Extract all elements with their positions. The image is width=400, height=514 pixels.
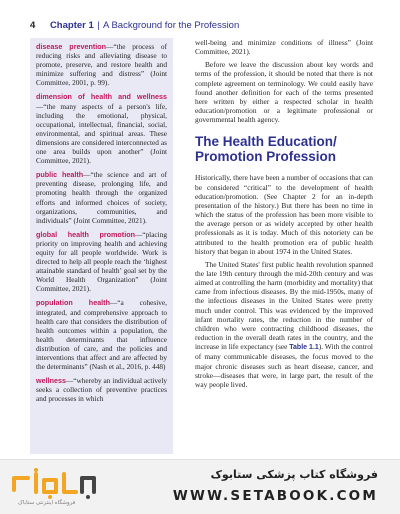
section-heading: The Health Education/ Promotion Profession — [195, 134, 337, 165]
glossary-definition: —“a cohesive, integrated, and comprehensive approach to health care that considers the distribution of health outcomes within a population, the health determinants that influence distribution of care, and the policies and interventions that affect and are affected by the determinants” (Nash et al., 2016, p. 448) — [36, 298, 167, 372]
chapter-separator: | — [97, 20, 100, 31]
glossary-term: public health — [36, 170, 84, 180]
glossary-definition: —“the many aspects of a person's life, including the emotional, physical, occupational, intellectual, financial, social, environmental, and spiritual areas. These dimensions are considered interconnected as one area builds upon another” (Joint Committee, 2021). — [36, 101, 167, 166]
glossary-term: disease prevention — [36, 42, 107, 51]
body-paragraph — [195, 260, 373, 389]
glossary-sidebar — [30, 38, 173, 454]
glossary-definition: —“the science and art of preventing disease, prolonging life, and promoting health through the organized efforts and informed choices of society, organizations, communities, and individuals” (Joint Committee, 2021). — [36, 170, 167, 225]
glossary-term: global health promotion — [36, 229, 135, 239]
glossary-entry — [36, 170, 167, 225]
glossary-term: dimension of health and wellness — [36, 92, 167, 102]
store-url[interactable]: WWW.SETABOOK.COM — [172, 488, 378, 504]
running-header — [30, 20, 375, 34]
store-name: فروشگاه کتاب پزشکی ستابوک — [210, 468, 378, 481]
table-reference-link[interactable]: Table 1.1 — [289, 344, 319, 352]
logo-caption: فروشگاه اینترنتی ستاباک — [18, 500, 76, 506]
glossary-entry — [36, 298, 167, 371]
main-text-column — [195, 38, 373, 393]
chapter-label: Chapter 1 — [49, 20, 94, 31]
glossary-entry — [36, 376, 167, 403]
chapter-title: A Background for the Profession — [103, 20, 240, 31]
body-text: ). With the control of many communicable diseases, the focus moved to the major chronic diseases such as heart disease, cancer, and stroke—diseases that were, in large part, the result of the way people lived. — [195, 342, 373, 389]
body-paragraph: Historically, there have been a number of occasions that can be considered “critical” to the development of health education/promotion. (See Chapter 2 for an in-depth presentation of the history.) But there has been no time in which the status of the profession has been more visible to the average person or as widely accepted by other health professionals as it is today. Much of this notoriety can be attributed to the health promotion era of public health history that began in about 1974 in the United States. — [195, 173, 373, 256]
glossary-definition: —“the process of reducing risks and alleviating disease to promote, preserve, and restore health and minimize suffering and distress” (Joint Committee, 2001, p. 99). — [36, 42, 167, 88]
body-text: The United States' first public health revolution spanned the late 19th century through the mid-20th century and was aimed at controlling the harm (morbidity and mortality) that came from infectious diseases. By the mid-1950s, many of the infectious diseases in the United States were pretty much under control. This was evidenced by the improved infant mortality rates, the reduction in the number of children who were contracting childhood diseases, the reduction in the overall death rates in the country, and the increase in life expectancy (see — [195, 259, 373, 352]
glossary-entry — [36, 230, 167, 294]
glossary-term: wellness — [36, 376, 66, 386]
body-paragraph: Before we leave the discussion about key words and terms of the profession, it should be noted that there is not complete agreement on terminology. We could easily have found another definition for each of the terms presented here written by either a respected scholar in health education/promotion or a legitimate professional or governmental health agency. — [195, 60, 373, 125]
glossary-definition: —“placing priority on improving health and achieving equity for all people worldwide. Work is directed to help all people reach the ‘highest attainable standard of health’ goal set by the World Health Organization” (Joint Committee, 2021). — [36, 229, 167, 294]
glossary-term: population health — [36, 298, 110, 308]
glossary-entry — [36, 92, 167, 165]
glossary-entry — [36, 42, 167, 87]
continued-paragraph: well-being and minimize conditions of illness” (Joint Committee, 2021). — [195, 38, 373, 57]
page-number: 4 — [30, 20, 36, 31]
glossary-definition: —“whereby an individual actively seeks a collection of preventive practices and processes in which — [36, 376, 167, 404]
